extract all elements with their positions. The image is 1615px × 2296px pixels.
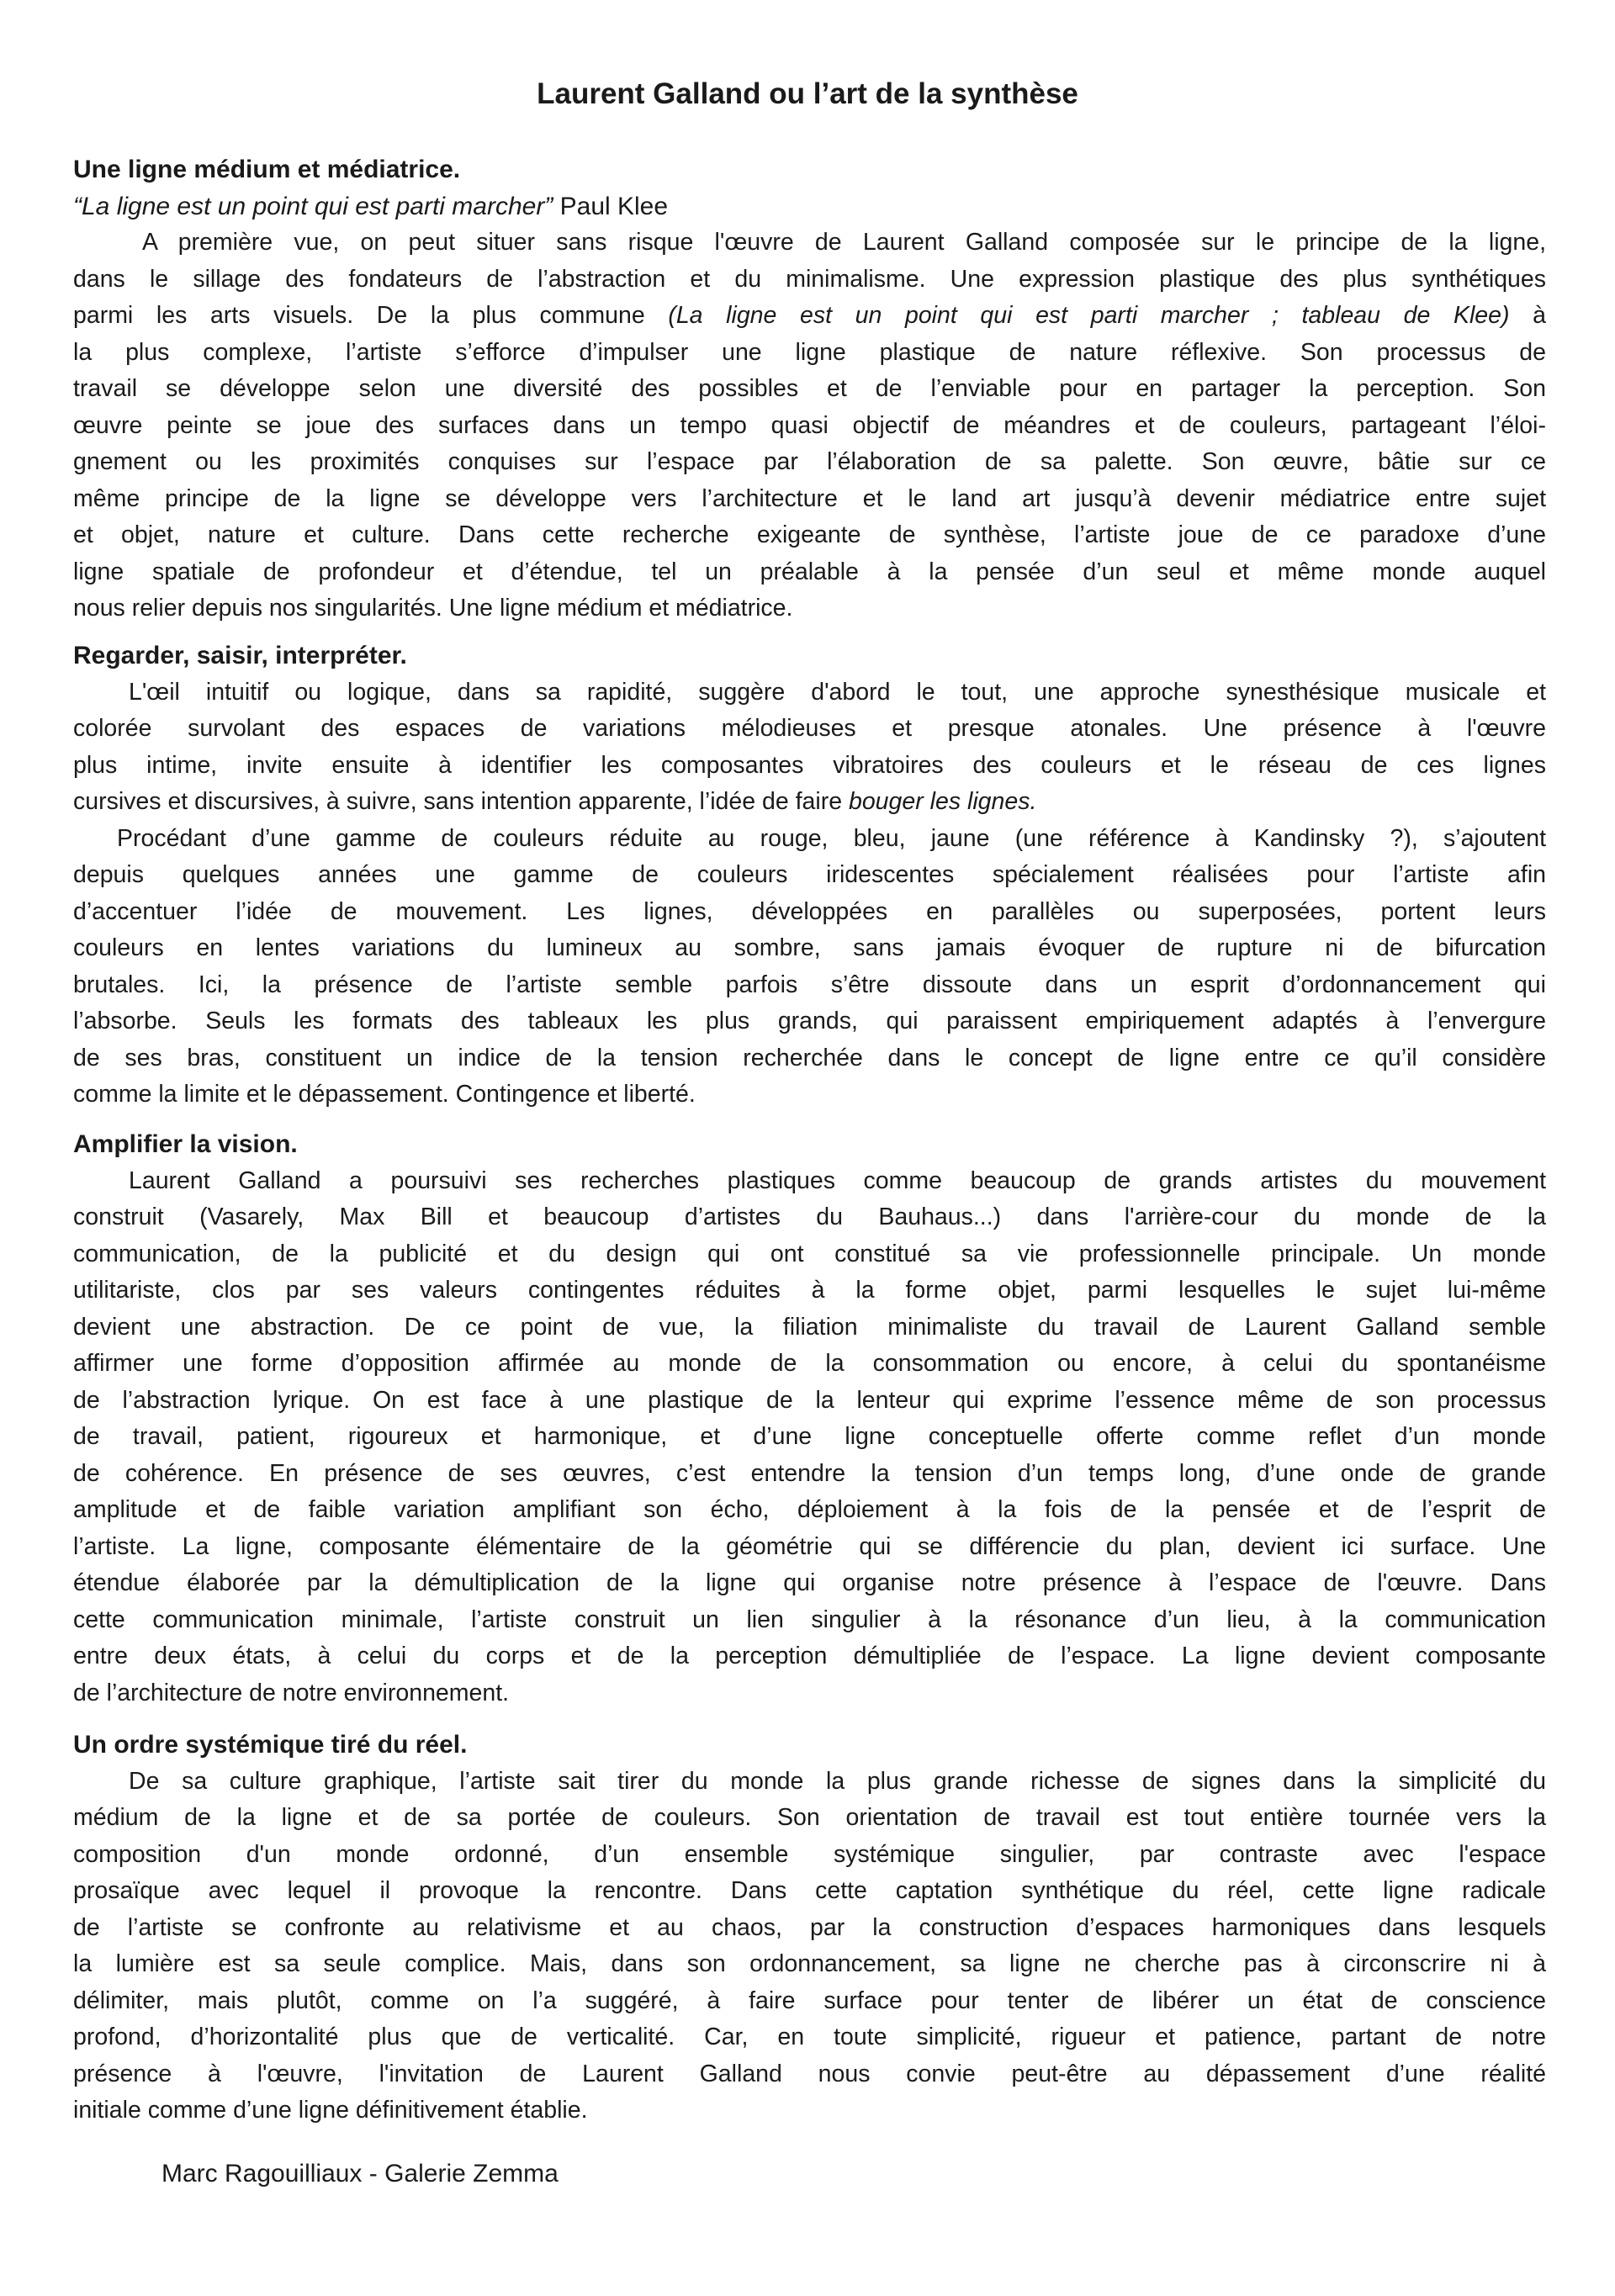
text-run: De sa culture graphique, l’artiste sait tirer du monde la plus grande richesse de signes dans la simplicité du xyxy=(129,1767,1546,1795)
text-run: Laurent Galland a poursuivi ses recherches plastiques comme beaucoup de grands artistes du mouvement xyxy=(129,1167,1546,1194)
text-line xyxy=(73,1492,1546,1529)
text-line xyxy=(73,1456,1546,1493)
text-run: délimiter, mais plutôt, comme on l’a suggéré, à faire surface pour tenter de libérer un état de conscience xyxy=(73,1987,1546,2014)
text-run: amplitude et de faible variation amplifiant son écho, déploiement à la fois de la pensée et de l’esprit de xyxy=(73,1496,1546,1523)
text-line xyxy=(73,1910,1546,1947)
text-run: de ses bras, constituent un indice de la tension recherchée dans le concept de ligne entre ce qu’il considère xyxy=(73,1044,1546,1071)
text-line xyxy=(73,1003,1546,1040)
text-run: affirmer une forme d’opposition affirmée au monde de la consommation ou encore, à celui du spontanéisme xyxy=(73,1350,1546,1377)
text-line xyxy=(73,371,1546,408)
text-line xyxy=(73,590,1546,627)
text-line xyxy=(73,711,1546,748)
text-line xyxy=(73,675,1546,712)
text-run: de cohérence. En présence de ses œuvres, c’est entendre la tension d’un temps long, d’une onde de grande xyxy=(73,1459,1546,1487)
text-line xyxy=(73,967,1546,1004)
text-run: devient une abstraction. De ce point de vue, la filiation minimaliste du travail de Laurent Galland semble xyxy=(73,1313,1546,1341)
text-run: profond, d’horizontalité plus que de verticalité. Car, en toute simplicité, rigueur et patience, partant de notre xyxy=(73,2024,1546,2050)
text-line xyxy=(73,335,1546,372)
text-line xyxy=(73,2056,1546,2093)
text-line xyxy=(73,517,1546,554)
text-line xyxy=(73,481,1546,518)
text-line xyxy=(73,1638,1546,1675)
text-run: cette communication minimale, l’artiste construit un lien singulier à la résonance d’un lieu, à la communication xyxy=(73,1606,1546,1633)
text-line xyxy=(73,262,1546,299)
section-ordre-systemique xyxy=(73,1727,1546,2129)
epigraph-quote: “La ligne est un point qui est parti marcher” xyxy=(73,192,553,220)
section-regarder xyxy=(73,637,1546,1114)
text-run: de travail, patient, rigoureux et harmonique, et d’une ligne conceptuelle offerte comme reflet d’un monde xyxy=(73,1423,1546,1450)
text-run: présence à l'œuvre, l'invitation de Laurent Galland nous convie peut-être au dépassement d’une réalité xyxy=(73,2060,1546,2087)
text-line xyxy=(73,1946,1546,1983)
text-run: et objet, nature et culture. Dans cette recherche exigeante de synthèse, l’artiste joue de ce paradoxe d’une xyxy=(73,521,1546,548)
text-line xyxy=(73,444,1546,481)
text-line xyxy=(73,1764,1546,1801)
text-run: cursives et discursives, à suivre, sans intention apparente, l’idée de faire xyxy=(73,788,849,815)
text-run: d’accentuer l’idée de mouvement. Les lignes, développées en parallèles ou superposées, portent leurs xyxy=(73,897,1546,925)
text-line xyxy=(73,1983,1546,2020)
text-line xyxy=(73,1199,1546,1236)
epigraph-author: Paul Klee xyxy=(553,192,669,220)
text-run: A première vue, on peut situer sans risque l'œuvre de Laurent Galland composée sur le principe de la ligne, xyxy=(142,229,1546,256)
text-line xyxy=(73,1272,1546,1309)
text-run: la plus complexe, l’artiste s’efforce d’impulser une ligne plastique de nature réflexive. Son processus de xyxy=(73,338,1546,366)
italic-text: (La ligne est un point qui est parti marcher ; tableau de Klee) xyxy=(668,302,1510,329)
paragraph xyxy=(73,675,1546,821)
text-line xyxy=(73,408,1546,445)
text-run: l’artiste. La ligne, composante élémentaire de la géométrie qui se différencie du plan, devient ici surface. Une xyxy=(73,1532,1546,1560)
text-run: œuvre peinte se joue des surfaces dans un tempo quasi objectif de méandres et de couleurs, partageant l’éloi- xyxy=(73,411,1546,439)
text-run: communication, de la publicité et du design qui ont constitué sa vie professionnelle principale. Un monde xyxy=(73,1240,1546,1267)
text-run: initiale comme d’une ligne définitivement établie. xyxy=(73,2097,588,2124)
text-line xyxy=(73,894,1546,931)
text-run: médium de la ligne et de sa portée de couleurs. Son orientation de travail est tout entière tournée vers la xyxy=(73,1804,1546,1831)
text-line xyxy=(73,857,1546,894)
text-run: dans le sillage des fondateurs de l’abstraction et du minimalisme. Une expression plastique des plus synthétiques xyxy=(73,265,1546,293)
paragraph xyxy=(73,1764,1546,2129)
text-line xyxy=(73,1529,1546,1566)
text-line xyxy=(73,1837,1546,1874)
text-line xyxy=(73,1800,1546,1837)
text-run: nous relier depuis nos singularités. Une ligne médium et médiatrice. xyxy=(73,595,793,622)
text-run: l’absorbe. Seuls les formats des tableaux les plus grands, qui paraissent empiriquement adaptés à l’envergure xyxy=(73,1008,1546,1034)
text-run: construit (Vasarely, Max Bill et beaucoup d’artistes du Bauhaus...) dans l'arrière-cour du monde de la xyxy=(73,1204,1546,1230)
section-ligne-medium xyxy=(73,151,1546,627)
text-run: travail se développe selon une diversité des possibles et de l’enviable pour en partager la perception. Son xyxy=(73,375,1546,402)
text-line xyxy=(73,1040,1546,1077)
text-run: étendue élaborée par la démultiplication de la ligne qui organise notre présence à l’espace de l'œuvre. Dans xyxy=(73,1569,1546,1596)
text-run: entre deux états, à celui du corps et de la perception démultipliée de l’espace. La ligne devient composante xyxy=(73,1643,1546,1669)
text-run: de l’architecture de notre environnement. xyxy=(73,1679,510,1706)
text-line xyxy=(73,1163,1546,1200)
text-line xyxy=(73,821,1546,858)
italic-text: bouger les lignes. xyxy=(848,788,1037,815)
section-heading: Un ordre systémique tiré du réel. xyxy=(73,1731,468,1759)
paragraph xyxy=(73,1163,1546,1712)
text-run: de l’artiste se confronte au relativisme et au chaos, par la construction d’espaces harmoniques dans lesquels xyxy=(73,1913,1546,1941)
section-heading: Regarder, saisir, interpréter. xyxy=(73,642,407,669)
text-run: couleurs en lentes variations du lumineux au sombre, sans jamais évoquer de rupture ni de bifurcation xyxy=(73,934,1546,961)
text-line xyxy=(73,930,1546,967)
text-line xyxy=(73,1602,1546,1639)
text-line xyxy=(73,1346,1546,1383)
text-line xyxy=(73,1077,1546,1114)
paragraph xyxy=(73,225,1546,627)
paragraph xyxy=(73,821,1546,1114)
text-run: à xyxy=(1509,302,1546,329)
text-run: prosaïque avec lequel il provoque la rencontre. Dans cette captation synthétique du réel, cette ligne radicale xyxy=(73,1877,1546,1904)
text-line xyxy=(73,1565,1546,1602)
text-run: brutales. Ici, la présence de l’artiste semble parfois s’être dissoute dans un esprit d’ordonnancement qui xyxy=(73,971,1546,998)
author-signature: Marc Ragouilliaux - Galerie Zemma xyxy=(162,2160,559,2188)
text-line xyxy=(73,1309,1546,1346)
text-line xyxy=(73,225,1546,262)
document-title: Laurent Galland ou l’art de la synthèse xyxy=(537,77,1078,110)
text-line xyxy=(73,1675,1546,1712)
text-run: gnement ou les proximités conquises sur l’espace par l’élaboration de sa palette. Son œuvre, bâtie sur ce xyxy=(73,448,1546,475)
text-line xyxy=(73,2019,1546,2056)
section-heading: Une ligne médium et médiatrice. xyxy=(73,156,461,183)
text-line xyxy=(73,1419,1546,1456)
text-line xyxy=(73,748,1546,785)
text-line xyxy=(73,1873,1546,1910)
text-run: colorée survolant des espaces de variations mélodieuses et presque atonales. Une présence à l'œuvre xyxy=(73,715,1546,742)
text-line xyxy=(73,1236,1546,1273)
text-run: Procédant d’une gamme de couleurs réduite au rouge, bleu, jaune (une référence à Kandinsky ?), s’ajoutent xyxy=(117,824,1546,852)
text-line xyxy=(73,1383,1546,1420)
text-line xyxy=(73,2092,1546,2129)
text-run: même principe de la ligne se développe vers l’architecture et le land art jusqu’à devenir médiatrice entre sujet xyxy=(73,484,1546,512)
text-run: composition d'un monde ordonné, d’un ensemble systémique singulier, par contraste avec l'espace xyxy=(73,1840,1546,1868)
text-line xyxy=(73,784,1546,821)
text-run: parmi les arts visuels. De la plus commune xyxy=(73,302,669,329)
text-run: depuis quelques années une gamme de couleurs iridescentes spécialement réalisées pour l’artiste afin xyxy=(73,861,1546,888)
text-run: de l’abstraction lyrique. On est face à une plastique de la lenteur qui exprime l’essence même de son processus xyxy=(73,1386,1546,1414)
text-run: plus intime, invite ensuite à identifier les composantes vibratoires des couleurs et le réseau de ces lignes xyxy=(73,751,1546,779)
text-run: comme la limite et le dépassement. Contingence et liberté. xyxy=(73,1081,696,1108)
text-line xyxy=(73,298,1546,335)
text-line xyxy=(73,554,1546,591)
text-run: ligne spatiale de profondeur et d’étendue, tel un préalable à la pensée d’un seul et même monde auquel xyxy=(73,558,1546,585)
text-run: L'œil intuitif ou logique, dans sa rapidité, suggère d'abord le tout, une approche synesthésique musicale et xyxy=(129,678,1546,706)
section-heading: Amplifier la vision. xyxy=(73,1130,298,1158)
epigraph xyxy=(73,188,1546,225)
text-run: utilitariste, clos par ses valeurs contingentes réduites à la forme objet, parmi lesquelles le sujet lui-même xyxy=(73,1277,1546,1304)
section-amplifier xyxy=(73,1126,1546,1711)
text-run: la lumière est sa seule complice. Mais, dans son ordonnancement, sa ligne ne cherche pas à circonscrire ni à xyxy=(73,1950,1546,1977)
